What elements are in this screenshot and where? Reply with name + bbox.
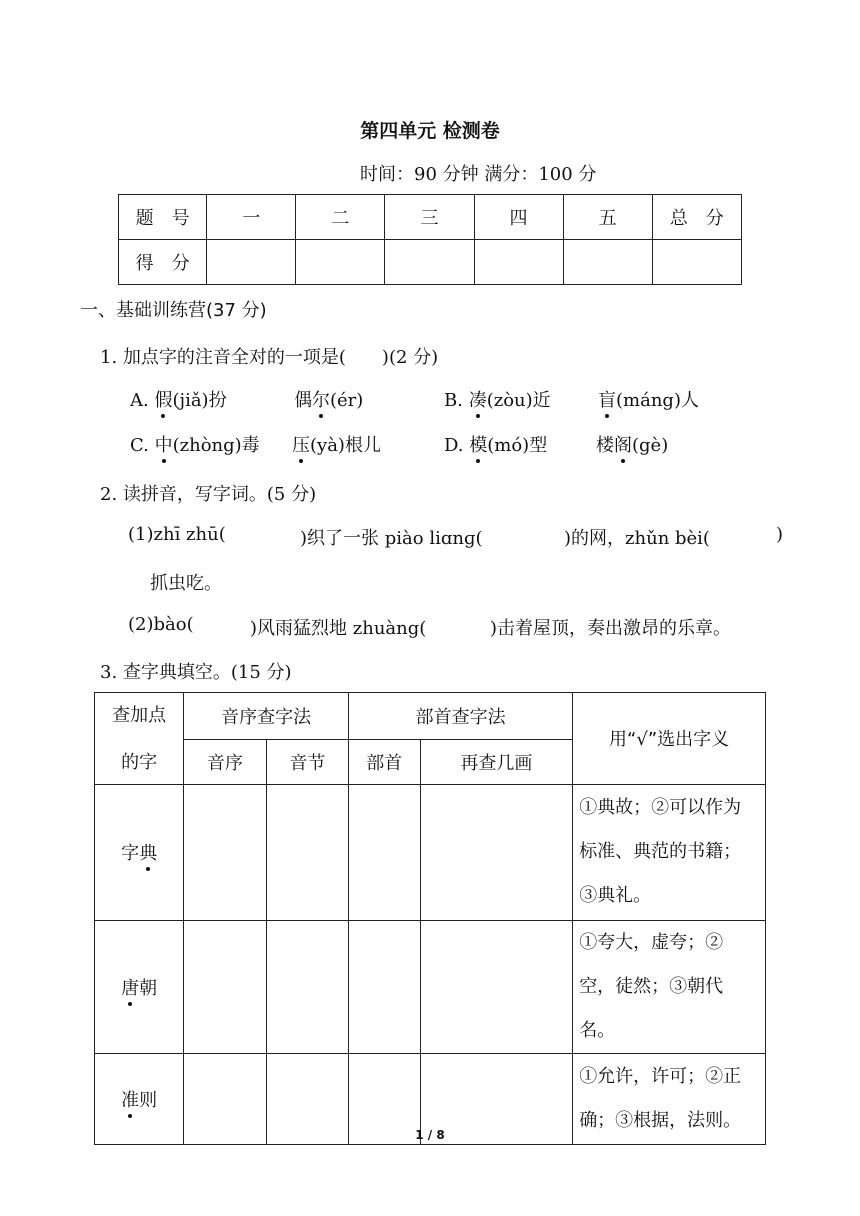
header-meaning: 用“√”选出字义 xyxy=(573,693,766,785)
dotted-char: 模 xyxy=(469,431,487,457)
header-yinjie: 音节 xyxy=(266,739,348,784)
pinyin-text: (zhòng)毒 xyxy=(172,435,260,456)
dotted-char: 阁 xyxy=(614,431,632,457)
dotted-char: 凑 xyxy=(469,386,487,412)
pinyin-text: (jiǎ)扮 xyxy=(172,390,227,411)
pinyin-text: (máng)人 xyxy=(616,390,699,411)
q2-line1-e: 抓虫吃。 xyxy=(150,573,222,594)
header-zaicha: 再查几画 xyxy=(420,739,573,784)
plain-char: 则 xyxy=(139,1089,158,1111)
q2-line1-c: )的网，zhǔn bèi( xyxy=(564,528,710,549)
question-3-stem: 3. 查字典填空。(15 分) xyxy=(100,662,292,683)
q2-answer-blank-3[interactable] xyxy=(696,524,776,548)
score-header-label: 题 号 xyxy=(119,195,207,240)
score-table-header-row xyxy=(119,195,742,240)
score-table xyxy=(118,194,742,285)
q2-line2-a: (2)bào( xyxy=(128,614,194,635)
yinxu-cell[interactable] xyxy=(184,920,266,1053)
plain-char: 偶 xyxy=(294,390,312,411)
score-table-score-row xyxy=(119,240,742,285)
score-cell-3[interactable] xyxy=(385,240,474,285)
header-char-bottom: 的字 xyxy=(95,739,184,784)
page-title: 第四单元 检测卷 xyxy=(360,120,500,142)
bushou-cell[interactable] xyxy=(349,784,420,920)
yinjie-cell[interactable] xyxy=(266,920,348,1053)
score-header-3: 三 xyxy=(385,195,474,240)
meaning-cell[interactable]: ①允许，许可；②正确；③根据，法则。 xyxy=(573,1053,766,1144)
header-bushou: 部首 xyxy=(349,739,420,784)
option-c-label: C. xyxy=(130,435,149,456)
dotted-char: 压 xyxy=(292,431,310,457)
score-header-total: 总 分 xyxy=(652,195,741,240)
question-2-stem: 2. 读拼音，写字词。(5 分) xyxy=(100,484,317,505)
page-number: 1 / 8 xyxy=(415,1128,445,1142)
option-d-label: D. xyxy=(444,435,464,456)
header-yinxu-method: 音序查字法 xyxy=(184,693,349,740)
score-cell-2[interactable] xyxy=(296,240,385,285)
q2-line1-b: )织了一张 piào liɑnɡ( xyxy=(300,528,483,549)
q1-option-d[interactable] xyxy=(444,431,547,457)
lookup-word xyxy=(95,920,184,1053)
yinxu-cell[interactable] xyxy=(184,784,266,920)
lookup-header-row-1 xyxy=(95,693,766,740)
score-cell-1[interactable] xyxy=(207,240,296,285)
dotted-char: 尔 xyxy=(312,386,330,412)
pinyin-text: (gè) xyxy=(632,435,669,456)
q1-option-b-word2 xyxy=(598,386,699,412)
q2-answer-blank-1[interactable] xyxy=(216,524,300,548)
q1-option-c-word2 xyxy=(292,431,381,457)
pinyin-text: (yà)根儿 xyxy=(310,435,381,456)
table-row xyxy=(95,920,766,1053)
dotted-char: 假 xyxy=(154,386,172,412)
dotted-char: 唐 xyxy=(121,974,139,1000)
meaning-cell[interactable]: ①夸大，虚夸；②空，徒然；③朝代名。 xyxy=(573,920,766,1053)
zaicha-cell[interactable] xyxy=(420,784,573,920)
meaning-cell[interactable]: ①典故；②可以作为标准、典范的书籍；③典礼。 xyxy=(573,784,766,920)
table-row xyxy=(95,784,766,920)
plain-char: 字 xyxy=(121,843,140,864)
score-header-2: 二 xyxy=(296,195,385,240)
header-char-top: 查加点 xyxy=(95,693,184,740)
q2-answer-blank-5[interactable] xyxy=(428,614,490,638)
section-1-heading: 一、基础训练营(37 分) xyxy=(80,300,267,321)
q1-option-c[interactable] xyxy=(130,431,260,457)
score-row-label: 得 分 xyxy=(119,240,207,285)
zaicha-cell[interactable] xyxy=(420,920,573,1053)
q2-line2-b: )风雨猛烈地 zhuàng( xyxy=(250,618,427,639)
score-cell-5[interactable] xyxy=(563,240,652,285)
q2-line1-a: (1)zhī zhū( xyxy=(128,524,226,545)
q2-line2-c: )击着屋顶，奏出激昂的乐章。 xyxy=(490,618,732,639)
q1-option-a-word2 xyxy=(294,386,363,412)
score-header-1: 一 xyxy=(207,195,296,240)
header-bushou-method: 部首查字法 xyxy=(349,693,573,740)
question-1-stem: 1. 加点字的注音全对的一项是( )(2 分) xyxy=(100,347,439,368)
pinyin-text: (zòu)近 xyxy=(486,390,551,411)
plain-char: 朝 xyxy=(139,977,158,999)
q2-answer-blank-4[interactable] xyxy=(188,614,250,638)
bushou-cell[interactable] xyxy=(349,920,420,1053)
lookup-word xyxy=(95,784,184,920)
score-cell-total[interactable] xyxy=(652,240,741,285)
yinjie-cell[interactable] xyxy=(266,784,348,920)
score-header-4: 四 xyxy=(474,195,563,240)
q1-option-d-word2 xyxy=(596,431,668,457)
q1-option-b[interactable] xyxy=(444,386,551,412)
dotted-char: 盲 xyxy=(598,386,616,412)
time-info: 时间：90 分钟 满分：100 分 xyxy=(360,164,597,185)
dotted-char: 准 xyxy=(121,1086,139,1112)
option-a-label: A. xyxy=(130,390,149,411)
pinyin-text: (mó)型 xyxy=(487,435,548,456)
q1-option-a[interactable] xyxy=(130,386,227,412)
pinyin-text: (ér) xyxy=(330,390,364,411)
plain-char: 楼 xyxy=(596,435,614,456)
dictionary-lookup-table xyxy=(94,692,766,1145)
header-yinxu: 音序 xyxy=(184,739,266,784)
q2-line1-d: ) xyxy=(776,524,784,545)
dotted-char: 典 xyxy=(139,839,157,865)
score-cell-4[interactable] xyxy=(474,240,563,285)
option-b-label: B. xyxy=(444,390,463,411)
score-header-5: 五 xyxy=(563,195,652,240)
dotted-char: 中 xyxy=(155,431,173,457)
q2-answer-blank-2[interactable] xyxy=(480,524,564,548)
